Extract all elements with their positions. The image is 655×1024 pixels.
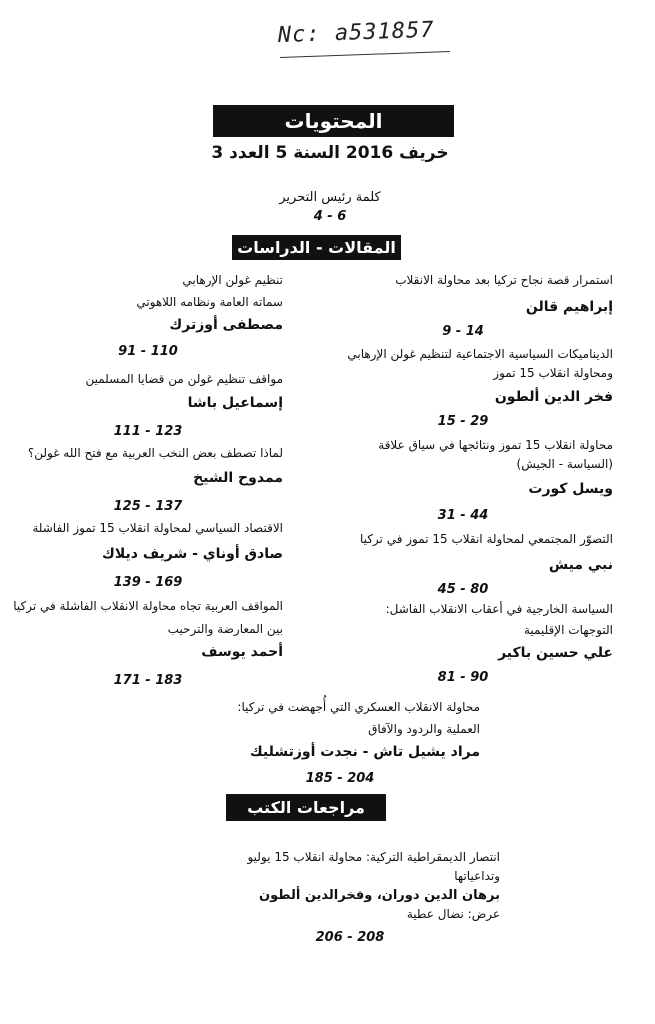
article-author: إسماعيل باشا bbox=[187, 395, 283, 411]
article-title-line: بين المعارضة والترحيب bbox=[167, 622, 283, 636]
editor-word-label: كلمة رئيس التحرير bbox=[279, 190, 381, 205]
article-right-4 bbox=[313, 530, 613, 600]
article-right-3 bbox=[313, 436, 613, 526]
article-pages: 90 - 81 bbox=[437, 670, 489, 685]
article-left-2 bbox=[13, 370, 283, 442]
article-pages: 183 - 171 bbox=[113, 673, 183, 688]
article-pages: 14 - 9 bbox=[442, 324, 484, 339]
article-title-line: سماته العامة ونظامه اللاهوتي bbox=[136, 295, 283, 309]
article-author: إبراهيم قالن bbox=[525, 299, 613, 315]
article-left-1 bbox=[13, 271, 283, 362]
books-section-title: مراجعات الكتب bbox=[226, 794, 386, 821]
article-title-line: لماذا تصطف بعض النخب العربية مع فتح الله غولن؟ bbox=[27, 446, 283, 460]
issue-info: خريف 2016 السنة 5 العدد 3 bbox=[211, 143, 449, 163]
article-title-line: ومحاولة انقلاب 15 تموز bbox=[493, 366, 613, 380]
book-authors: برهان الدين دوران، وفخرالدين ألطون bbox=[259, 888, 500, 903]
article-right-5 bbox=[313, 600, 613, 688]
article-author: صادق أوناي - شريف ديلاك bbox=[102, 546, 283, 562]
article-pages: 110 - 91 bbox=[118, 344, 178, 359]
article-title-line: (السياسة - الجيش) bbox=[516, 457, 613, 471]
article-title-line: محاولة الانقلاب العسكري التي أُجهضت في تركيا: bbox=[237, 700, 480, 714]
article-title-line: تنظيم غولن الإرهابي bbox=[182, 273, 283, 287]
article-title-line: استمرار قصة نجاح تركيا بعد محاولة الانقلاب bbox=[395, 273, 613, 287]
page-title: المحتويات bbox=[213, 105, 454, 137]
article-title-line: المواقف العربية تجاه محاولة الانقلاب الفاشلة في تركيا bbox=[13, 599, 283, 613]
article-title-line: محاولة انقلاب 15 تموز ونتائجها في سياق علاقة bbox=[378, 438, 613, 452]
article-left-4 bbox=[13, 519, 283, 593]
article-author: نبي ميش bbox=[548, 557, 613, 573]
articles-section-title: المقالات - الدراسات bbox=[232, 235, 401, 260]
article-right-1 bbox=[313, 271, 613, 342]
editor-word-pages: 6 - 4 bbox=[313, 209, 347, 224]
book-reviewer: عرض: نضال عطية bbox=[406, 907, 500, 921]
handwritten-reference: Nc: a531857 bbox=[277, 17, 435, 49]
article-author: مراد يشيل تاش - نجدت أوزتشليك bbox=[249, 744, 480, 760]
article-author: مصطفى أوزترك bbox=[169, 317, 283, 333]
article-left-5 bbox=[13, 597, 283, 691]
article-pages: 29 - 15 bbox=[437, 414, 489, 429]
article-pages: 80 - 45 bbox=[437, 582, 489, 597]
article-title-line: التوجهات الإقليمية bbox=[523, 623, 613, 637]
article-right-2 bbox=[313, 345, 613, 432]
book-pages: 208 - 206 bbox=[315, 930, 385, 945]
article-author: ممدوح الشيخ bbox=[193, 470, 283, 486]
article-title-line: مواقف تنظيم غولن من قضايا المسلمين bbox=[85, 372, 283, 386]
article-pages: 169 - 139 bbox=[113, 575, 183, 590]
article-title-line: الديناميكات السياسية الاجتماعية لتنظيم غولن الإرهابي bbox=[347, 347, 613, 361]
article-author: أحمد يوسف bbox=[201, 644, 283, 660]
book-review bbox=[200, 848, 500, 948]
article-center bbox=[200, 698, 480, 789]
article-pages: 137 - 125 bbox=[113, 499, 183, 514]
article-title-line: السياسة الخارجية في أعقاب الانقلاب الفاشل: bbox=[385, 602, 613, 616]
article-left-3 bbox=[13, 444, 283, 517]
article-author: فخر الدين ألطون bbox=[494, 389, 613, 405]
article-title-line: العملية والردود والآفاق bbox=[368, 722, 480, 736]
article-author: ويسل كورت bbox=[528, 481, 613, 497]
article-pages: 204 - 185 bbox=[305, 771, 375, 786]
article-author: علي حسين باكير bbox=[498, 645, 613, 661]
article-title-line: التصوّر المجتمعي لمحاولة انقلاب 15 تموز في تركيا bbox=[359, 532, 613, 546]
editor-word bbox=[180, 188, 480, 227]
book-title-line: انتصار الديمقراطية التركية: محاولة انقلاب 15 يوليو bbox=[247, 850, 500, 864]
article-pages: 123 - 111 bbox=[113, 424, 183, 439]
article-title-line: الاقتصاد السياسي لمحاولة انقلاب 15 تموز الفاشلة bbox=[32, 521, 283, 535]
book-title-line: وتداعياتها bbox=[454, 869, 500, 883]
article-pages: 44 - 31 bbox=[437, 508, 489, 523]
